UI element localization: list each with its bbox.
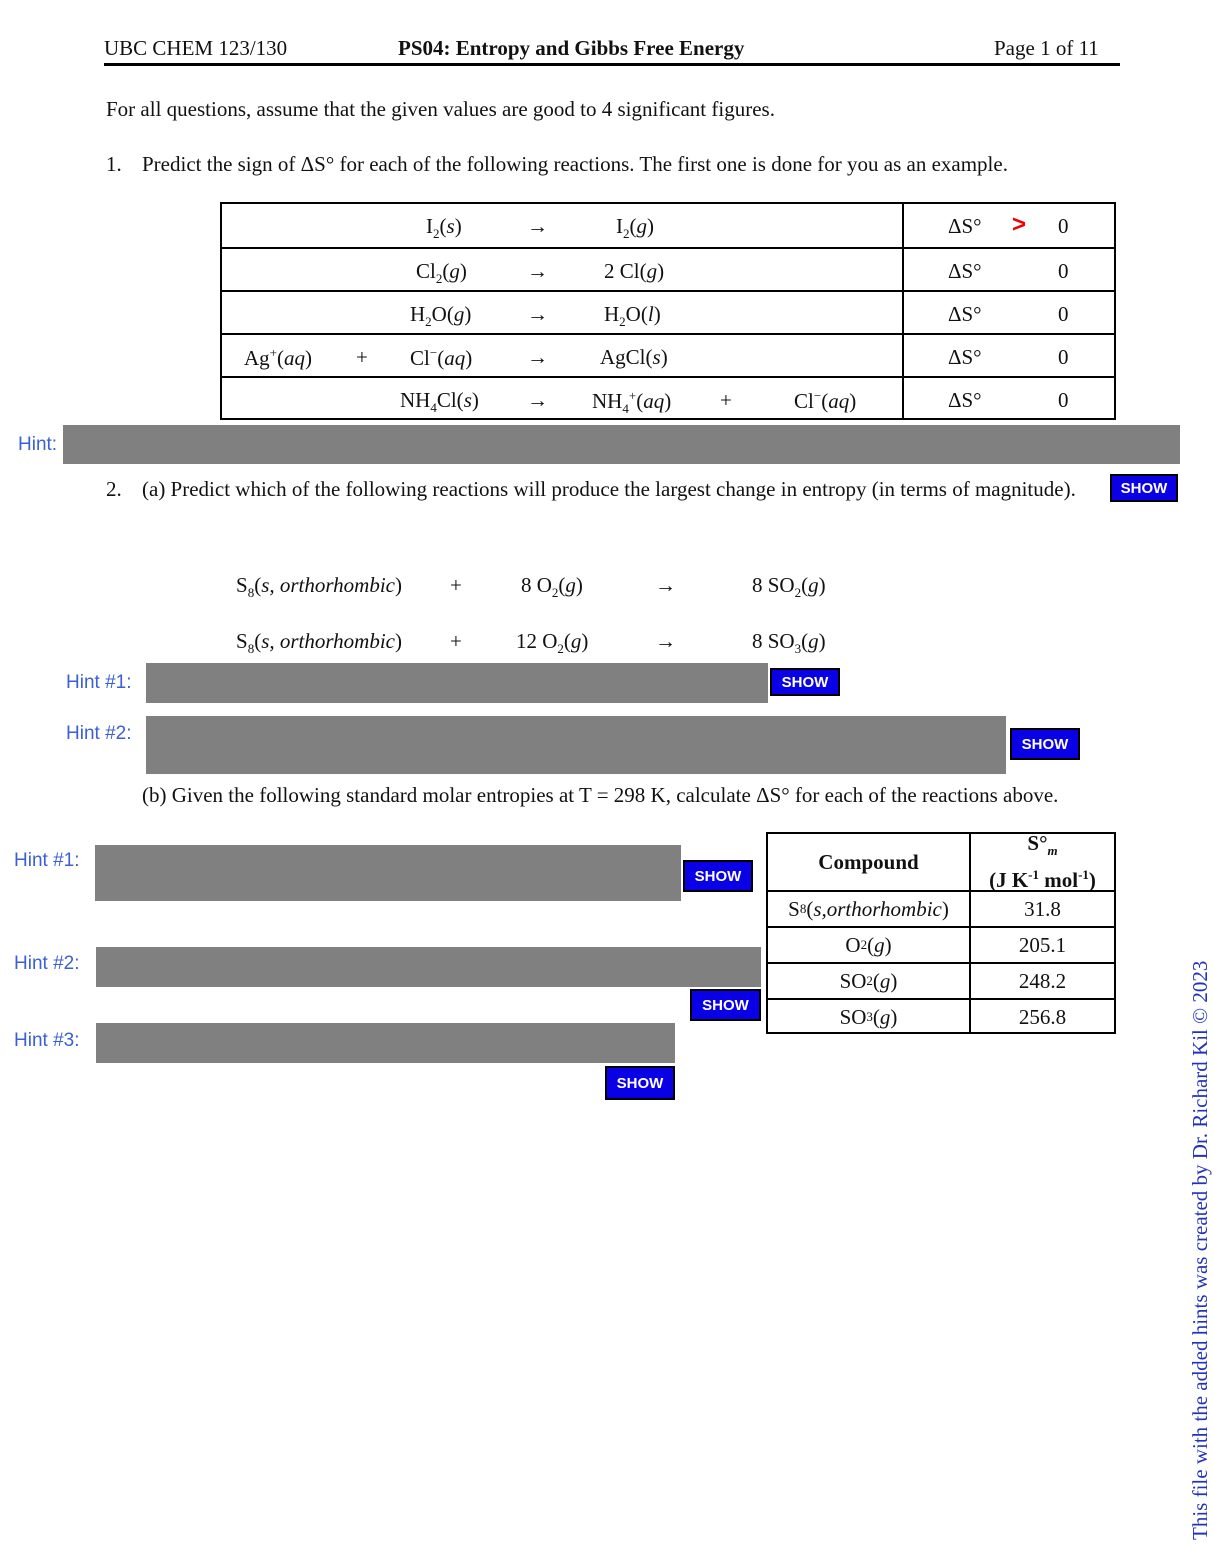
q2a-hint2-label: Hint #2: (66, 723, 132, 744)
reactant: $I_2(s)$ (426, 214, 462, 242)
product: 2 Cl(g) (604, 259, 665, 283)
q2b-text: (b) Given the following standard molar entropies at T = 298 K, calculate ΔS° for each of the reactions above. (142, 783, 1059, 807)
table-row (768, 926, 1114, 962)
product: Cl−(aq) (794, 388, 857, 413)
reactant: $H_2O(g)$ (410, 302, 472, 330)
product: $H_2O(l)$ (604, 302, 661, 330)
zero: 0 (1058, 259, 1069, 283)
header-rule (104, 63, 1120, 66)
arrow: → (527, 388, 548, 412)
header-entropy (971, 831, 1114, 892)
entropy-table (766, 832, 1116, 1034)
q2a-show-button[interactable]: SHOW (1110, 474, 1178, 502)
delta-s-label: ΔS° (948, 345, 982, 369)
q2a-hint2-box[interactable] (146, 716, 1006, 774)
course-code: UBC CHEM 123/130 (104, 36, 288, 60)
page-number: Page 1 of 11 (994, 36, 1099, 60)
q2a-hint1-box[interactable] (146, 663, 768, 703)
table-row (222, 204, 1114, 247)
arrow: → (527, 259, 548, 283)
zero: 0 (1058, 345, 1069, 369)
q1-text: Predict the sign of ΔS° for each of the following reactions. The first one is done for you as an example. (142, 152, 1008, 176)
table-row (222, 247, 1114, 292)
table-row (222, 290, 1114, 335)
zero: 0 (1058, 302, 1069, 326)
q2b-hint2-show-button[interactable]: SHOW (690, 989, 761, 1021)
table-row (768, 998, 1114, 1034)
q2a-hint2-show-button[interactable]: SHOW (1010, 728, 1080, 760)
arrow: → (527, 302, 548, 326)
zero: 0 (1058, 214, 1069, 238)
vertical-credit: This file with the added hints was created by Dr. Richard Kil © 2023 (1188, 960, 1212, 1540)
intro-text: For all questions, assume that the given values are good to 4 significant figures. (106, 97, 775, 121)
table-row (768, 962, 1114, 998)
product: $NH_4^+(aq)$ (592, 388, 672, 417)
q2-number: 2. (106, 477, 122, 501)
plus: + (356, 345, 368, 369)
reactant: $Cl_2(g)$ (416, 259, 467, 287)
delta-s-label: ΔS° (948, 259, 982, 283)
compound: SO 3 ( g ) (839, 1004, 898, 1029)
header-entropy-units: (J $K^{-1}$ mol$^{-1}$) (989, 866, 1096, 892)
header-entropy-symbol: $S^\circ_m$ (1027, 831, 1058, 859)
reactant: $NH_4Cl(s)$ (400, 388, 479, 416)
q1-hint-label: Hint: (18, 434, 58, 455)
entropy-value: 256.8 (1018, 1004, 1067, 1029)
q2a-text: (a) Predict which of the following reactions will produce the largest change in entropy (in terms of magnitude). (142, 477, 1076, 501)
units-text: (J K (989, 867, 1029, 892)
reaction-2-o2: 12 $O_2(g)$ (516, 629, 589, 657)
entropy-value: 31.8 (1024, 896, 1061, 921)
plus: + (450, 573, 462, 597)
entropy-value: 205.1 (1018, 932, 1067, 957)
table-row (768, 890, 1114, 926)
q2b-hint3-show-button[interactable]: SHOW (605, 1066, 675, 1100)
entropy-value: 248.2 (1018, 968, 1067, 993)
page-title: PS04: Entropy and Gibbs Free Energy (398, 36, 745, 60)
zero: 0 (1058, 388, 1069, 412)
plus: + (720, 388, 732, 412)
reaction-1-product: 8 $SO_2(g)$ (752, 573, 826, 601)
arrow: → (527, 214, 548, 238)
delta-s-label: ΔS° (948, 214, 982, 238)
q2b-hint3-box[interactable] (96, 1023, 675, 1063)
q2b-hint1-box[interactable] (95, 845, 681, 901)
reaction-1-reactant: $S_8(s$, orthorhombic) (236, 573, 402, 601)
reaction-1-o2: 8 $O_2(g)$ (521, 573, 583, 601)
q2b-hint1-label: Hint #1: (14, 850, 80, 871)
q1-number: 1. (106, 152, 122, 176)
reaction-2-product: 8 $SO_3(g)$ (752, 629, 826, 657)
delta-s-label: ΔS° (948, 388, 982, 412)
q2a-hint1-label: Hint #1: (66, 672, 132, 693)
reactant: Ag+(aq) (244, 345, 313, 370)
reaction-2-reactant: $S_8(s$, orthorhombic) (236, 629, 402, 657)
plus: + (450, 629, 462, 653)
arrow: → (527, 345, 548, 369)
arrow: → (655, 629, 676, 653)
compound: SO 2 ( g ) (839, 968, 898, 993)
q2a-hint1-show-button[interactable]: SHOW (770, 668, 840, 696)
reactant: Cl−(aq) (410, 345, 473, 370)
compound: O 2 ( g ) (845, 932, 892, 957)
coef: 8 (521, 573, 532, 597)
reaction-table (220, 202, 1116, 420)
q2b-hint1-show-button[interactable]: SHOW (683, 860, 753, 892)
coef: 8 (752, 629, 763, 653)
table-row (222, 376, 1114, 421)
product: AgCl(s) (600, 345, 668, 369)
arrow: → (655, 573, 676, 597)
q1-hint-box[interactable] (63, 425, 1180, 464)
q2b-hint2-label: Hint #2: (14, 953, 80, 974)
header-compound: Compound (818, 849, 919, 874)
q2b-hint3-label: Hint #3: (14, 1030, 80, 1051)
coef: 8 (752, 573, 763, 597)
example-sign: > (1012, 211, 1027, 238)
table-row (222, 333, 1114, 378)
compound: S 8 ( s,orthorhombic ) (788, 896, 949, 921)
q2b-hint2-box[interactable] (96, 947, 761, 987)
coef: 12 (516, 629, 537, 653)
delta-s-label: ΔS° (948, 302, 982, 326)
product: $I_2(g)$ (616, 214, 654, 242)
